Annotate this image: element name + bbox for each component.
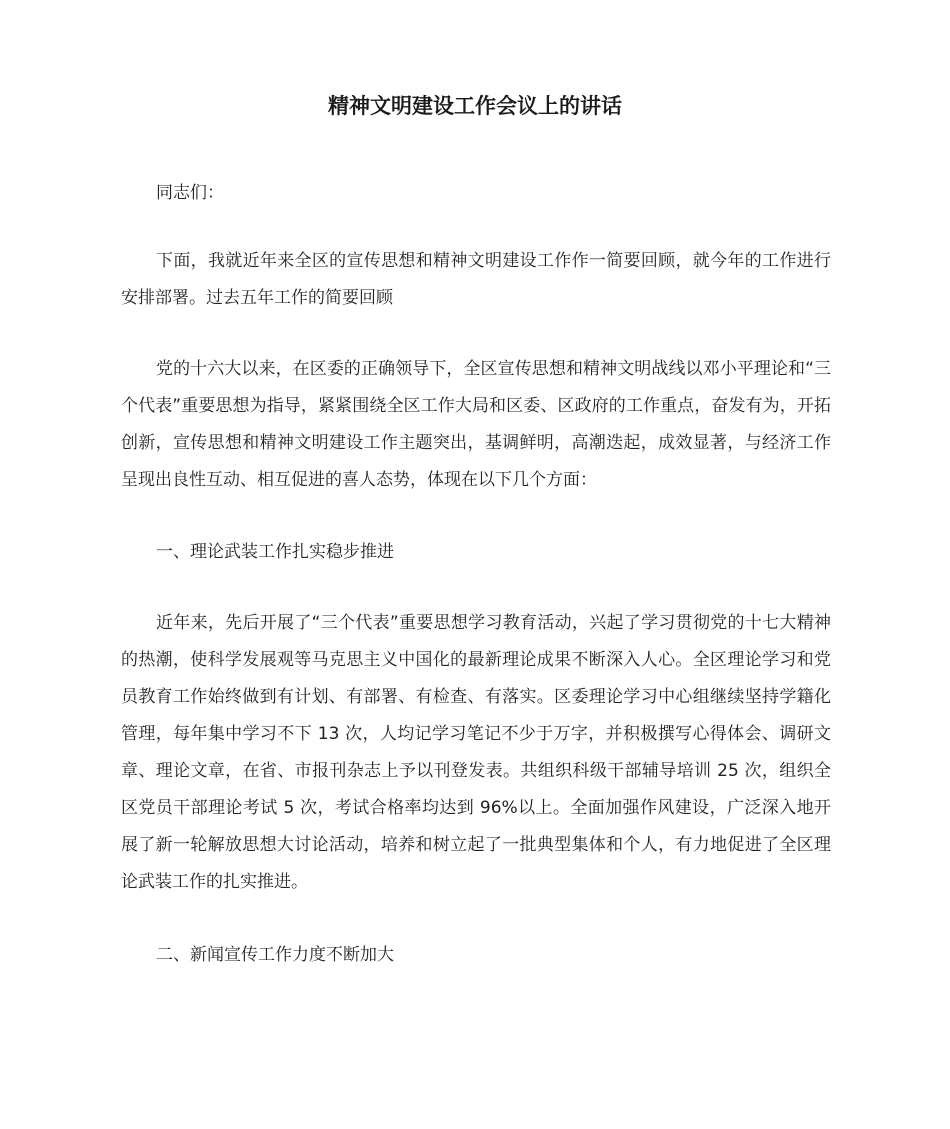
- section-heading-1: 一、理论武装工作扎实稳步推进: [156, 542, 394, 562]
- review-paragraph: 党的十六大以来，在区委的正确领导下，全区宣传思想和精神文明战线以邓小平理论和“三个代表”重要思想为指导，紧紧围绕全区工作大局和区委、区政府的工作重点，奋发有为，开拓创新，宣传思想和精神文明建设工作主题突出，基调鲜明，高潮迭起，成效显著，与经济工作呈现出良性互动、相互促进的喜人态势，体现在以下几个方面：: [121, 359, 831, 490]
- salutation-paragraph: 同志们：: [156, 183, 224, 203]
- section-body-1: 近年来，先后开展了“三个代表”重要思想学习教育活动，兴起了学习贯彻党的十七大精神的热潮，使科学发展观等马克思主义中国化的最新理论成果不断深入人心。全区理论学习和党员教育工作始终做到有计划、有部署、有检查、有落实。区委理论学习中心组继续坚持学籍化管理，每年集中学习不下 13 次，人均记学习笔记不少于万字，并积极撰写心得体会、调研文章、理论文章，在省、市报刊杂志上予以刊登发表。共组织科级干部辅导培训 25 次，组织全区党员干部理论考试 5 次，考试合格率均达到 96%以上。全面加强作风建设，广泛深入地开展了新一轮解放思想大讨论活动，培养和树立起了一批典型集体和个人，有力地促进了全区理论武装工作的扎实推进。: [121, 613, 831, 892]
- document-title: 精神文明建设工作会议上的讲话: [328, 94, 622, 118]
- section-heading-2: 二、新闻宣传工作力度不断加大: [156, 945, 394, 965]
- intro-paragraph: 下面，我就近年来全区的宣传思想和精神文明建设工作作一简要回顾，就今年的工作进行安排部署。过去五年工作的简要回顾: [121, 251, 831, 308]
